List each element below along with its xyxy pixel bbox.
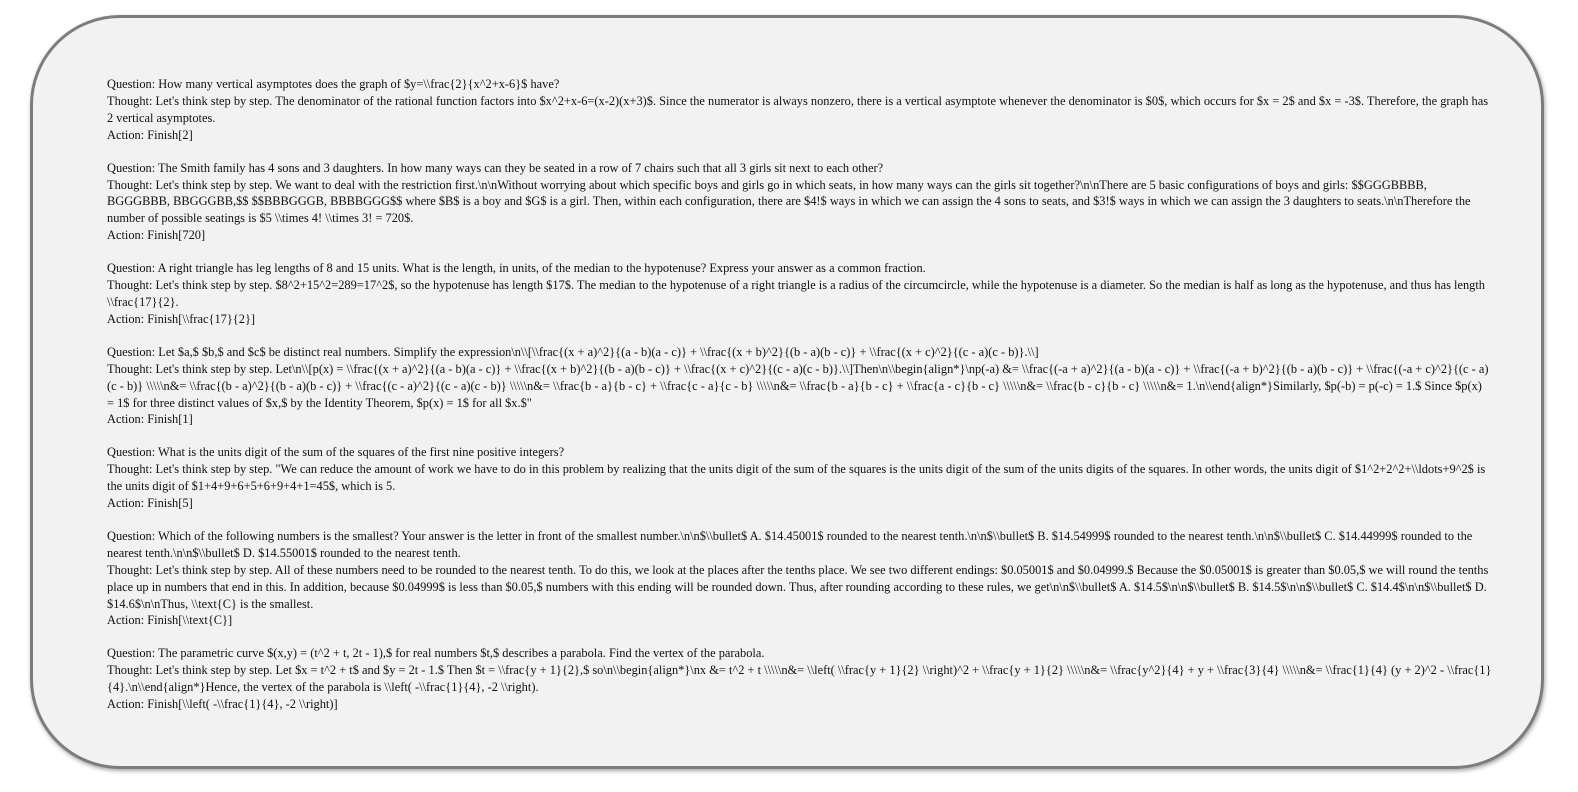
example-5: [107, 444, 1492, 512]
action-text: Action: Finish[1]: [107, 412, 193, 427]
question-text: Question: A right triangle has leg lengths of 8 and 15 units. What is the length, in units, of the median to the hypotenuse? Express your answer as a common fraction.: [107, 261, 926, 276]
thought-text: Thought: Let's think step by step. $8^2+15^2=289=17^2$, so the hypotenuse has length $17$. The median to the hypotenuse of a right triangle is a radius of the circumcircle, while the hypotenuse is a diameter. So the median is half as long as the hypotenuse, and thus has length \\frac{17}{2}.: [107, 278, 1485, 309]
action-text: Action: Finish[2]: [107, 127, 193, 142]
thought-text: Thought: Let's think step by step. All of these numbers need to be rounded to the nearest tenth. To do this, we look at the places after the tenths place. We see two different endings: $0.05001$ and $0.04999.$ Because the $0.05001$ is greater than $0.05,$ we will round the tenths place up in numbers that end in this. In addition, because $0.04999$ is less than $0.05,$ numbers with this ending will be rounded down. Thus, after rounding according to these rules, we get\n\n$\\bullet$ A. $14.5$\n\n$\\bullet$ B. $14.5$\n\n$\\bullet$ C. $14.4$\n\n$\\bullet$ D. $14.6$\n\nThus, \\text{C} is the smallest.: [107, 562, 1489, 611]
example-7: [107, 645, 1492, 713]
thought-text: Thought: Let's think step by step. Let $x = t^2 + t$ and $y = 2t - 1.$ Then $t = \\frac{y + 1}{2},$ so\n\\begin{align*}\nx &= t^2 + t \\\\\n&= \\left( \\frac{y + 1}{2} \\right)^2 + \\frac{y + 1}{2} \\\\\n&= \\frac{y^2}{4} + y + \\frac{3}{4} \\\\\n&= \\frac{1}{4} (y + 2)^2 - \\frac{1}{4}.\n\\end{align*}Hence, the vertex of the parabola is \\left( -\\frac{1}{4}, -2 \\right).: [107, 663, 1492, 695]
question-text: Question: How many vertical asymptotes does the graph of $y=\\frac{2}{x^2+x-6}$ have?: [107, 77, 560, 91]
examples-list: [107, 76, 1492, 729]
action-text: Action: Finish[720]: [107, 228, 206, 243]
example-2: [107, 160, 1492, 245]
action-text: Action: Finish[\\text{C}]: [107, 613, 233, 628]
example-3: [107, 260, 1492, 328]
example-6: [107, 528, 1492, 629]
question-text: Question: The Smith family has 4 sons and 3 daughters. In how many ways can they be seated in a row of 7 chairs such that all 3 girls sit next to each other?: [107, 160, 884, 175]
thought-text: Thought: Let's think step by step. "We can reduce the amount of work we have to do in this problem by realizing that the units digit of the sum of the squares is the units digit of the sum of the units digits of the squares. In other words, the units digit of $1^2+2^2+\\ldots+9^2$ is the units digit of $1+4+9+6+5+6+9+4+1=45$, which is 5.: [107, 462, 1486, 494]
action-text: Action: Finish[5]: [107, 496, 193, 511]
thought-text: Thought: Let's think step by step. We want to deal with the restriction first.\n\nWithout worrying about which specific boys and girls go in which seats, in how many ways can the girls sit together?\n\nThere are 5 basic configurations of boys and girls: $$GGGBBBB, BGGGBBB, BBGGGBB,$$ $$BBBGGGB, BBBBGGG$$ where $B$ is a boy and $G$ is a girl. Then, within each configuration, there are $4!$ ways in which we can assign the 4 sons to seats, and $3!$ ways in which we can assign the 3 daughters to seats.\n\nTherefore the number of possible seatings is $5 \\times 4! \\times 3! = 720$.: [107, 177, 1471, 226]
example-1: [107, 76, 1492, 144]
thought-text: Thought: Let's think step by step. Let\n\\[p(x) = \\frac{(x + a)^2}{(a - b)(a - c)} + \\frac{(x + b)^2}{(b - a)(b - c)} + \\frac{(x + c)^2}{(c - a)(c - b)}.\\]Then\n\\begin{align*}\np(-a) &= \\frac{(-a + a)^2}{(a - b)(a - c)} + \\frac{(-a + b)^2}{(b - a)(b - c)} + \\frac{(-a + c)^2}{(c - a)(c - b)} \\\\\n&= \\frac{(b - a)^2}{(b - a)(b - c)} + \\frac{(c - a)^2}{(c - a)(c - b)} \\\\\n&= \\frac{b - a}{b - c} + \\frac{c - a}{c - b} \\\\\n&= \\frac{b - a}{b - c} + \\frac{a - c}{b - c} \\\\\n&= \\frac{b - c}{b - c} \\\\\n&= 1.\n\\end{align*}Similarly, $p(-b) = p(-c) = 1.$ Since $p(x) = 1$ for three distinct values of $x,$ by the Identity Theorem, $p(x) = 1$ for all $x.$": [107, 361, 1489, 410]
question-text: Question: What is the units digit of the sum of the squares of the first nine positive integers?: [107, 445, 565, 460]
example-4: [107, 344, 1492, 429]
question-text: Question: Let $a,$ $b,$ and $c$ be distinct real numbers. Simplify the expression\n\\[\\frac{(x + a)^2}{(a - b)(a - c)} + \\frac{(x + b)^2}{(b - a)(b - c)} + \\frac{(x + c)^2}{(c - a)(c - b)}.\\]: [107, 344, 1039, 359]
action-text: Action: Finish[\\left( -\\frac{1}{4}, -2 \\right)]: [107, 697, 338, 712]
thought-text: Thought: Let's think step by step. The denominator of the rational function factors into $x^2+x-6=(x-2)(x+3)$. Since the numerator is always nonzero, there is a vertical asymptote whenever the denominator is $0$, which occurs for $x = 2$ and $x = -3$. Therefore, the graph has 2 vertical asymptotes.: [107, 93, 1489, 125]
action-text: Action: Finish[\\frac{17}{2}]: [107, 311, 256, 326]
question-text: Question: The parametric curve $(x,y) = (t^2 + t, 2t - 1),$ for real numbers $t,$ describes a parabola. Find the vertex of the parabola.: [107, 646, 765, 661]
question-text: Question: Which of the following numbers is the smallest? Your answer is the letter in front of the smallest number.\n\n$\\bullet$ A. $14.45001$ rounded to the nearest tenth.\n\n$\\bullet$ B. $14.54999$ rounded to the nearest tenth.\n\n$\\bullet$ C. $14.44999$ rounded to the nearest tenth.\n\n$\\bullet$ D. $14.55001$ rounded to the nearest tenth.: [107, 528, 1473, 560]
